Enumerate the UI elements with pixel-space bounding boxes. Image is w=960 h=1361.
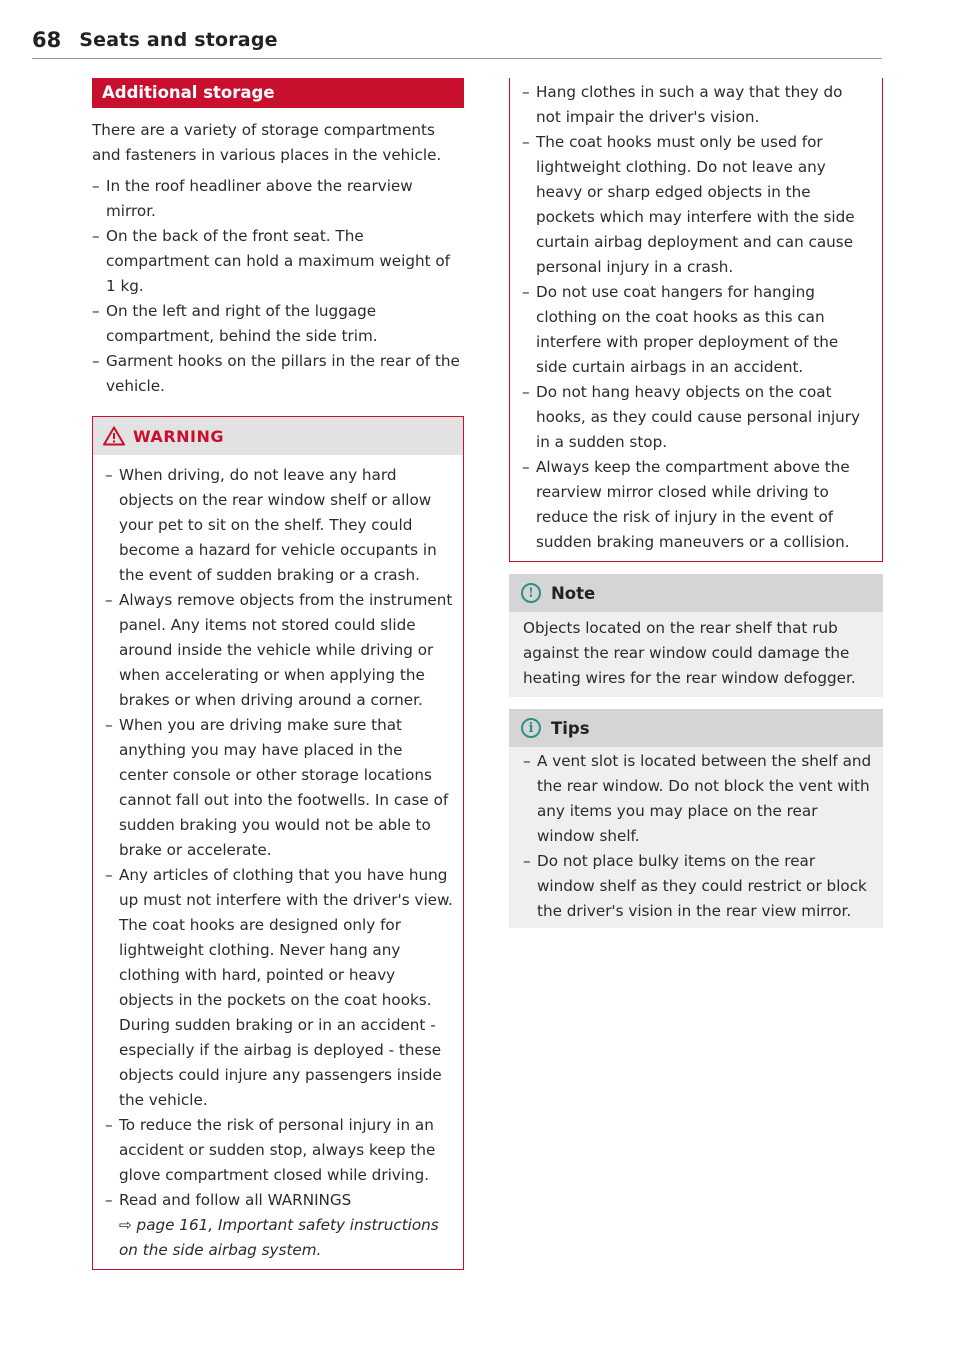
list-item: – When driving, do not leave any hard objects on the rear window shelf or allow your pet to sit on the shelf. They could become a hazard for vehicle occupants in the event of sudden braking or a crash.: [105, 463, 453, 588]
warning-continued-box: [509, 78, 883, 562]
note-text: Objects located on the rear shelf that rub against the rear window could damage the heating wires for the rear window defogger.: [523, 619, 856, 687]
page-number: 68: [32, 28, 62, 52]
list-item: – To reduce the risk of personal injury in an accident or sudden stop, always keep the glove compartment closed while driving.: [105, 1113, 453, 1188]
additional-storage-heading: Additional storage: [92, 78, 464, 108]
warning-triangle-icon: [103, 426, 125, 446]
list-item: – Do not place bulky items on the rear window shelf as they could restrict or block the driver's vision in the rear view mirror.: [523, 849, 873, 924]
list-item: – Hang clothes in such a way that they do not impair the driver's vision.: [522, 80, 872, 130]
list-item: [105, 1188, 453, 1263]
warning-last-item-text: Read and follow all WARNINGS: [119, 1191, 352, 1209]
list-item: – The coat hooks must only be used for lightweight clothing. Do not leave any heavy or sharp edged objects in the pockets which may interfere with the side curtain airbag deployment and can cause personal injury in a crash.: [522, 130, 872, 280]
warning-continued-list: [522, 80, 872, 555]
warning-box: [92, 416, 464, 1270]
list-item: – On the back of the front seat. The compartment can hold a maximum weight of 1 kg.: [92, 224, 464, 299]
section-title-header: Seats and storage: [79, 29, 278, 51]
warning-label: WARNING: [133, 426, 224, 446]
warning-header: [93, 417, 463, 455]
right-column: [509, 78, 883, 928]
warning-list: [105, 463, 453, 1263]
tips-list: [523, 749, 873, 924]
list-item: – Always remove objects from the instrument panel. Any items not stored could slide around inside the vehicle while driving or when accelerating or when applying the brakes or when driving around a corner.: [105, 588, 453, 713]
exclamation-circle-icon: !: [521, 583, 541, 603]
list-item: – When you are driving make sure that anything you may have placed in the center console or other storage locations cannot fall out into the footwells. In case of sudden braking you would not be able to brake or accelerate.: [105, 713, 453, 863]
list-item: – On the left and right of the luggage compartment, behind the side trim.: [92, 299, 464, 349]
list-item: – In the roof headliner above the rearview mirror.: [92, 174, 464, 224]
page-header: [32, 22, 882, 59]
list-item: – A vent slot is located between the shelf and the rear window. Do not block the vent with any items you may place on the rear window shelf.: [523, 749, 873, 849]
list-item: – Any articles of clothing that you have hung up must not interfere with the driver's view. The coat hooks are designed only for lightweight clothing. Never hang any clothing with hard, pointed or heavy objects in the pockets on the coat hooks. During sudden braking or in an accident - especially if the airbag is deployed - these objects could injure any passengers inside the vehicle.: [105, 863, 453, 1113]
tips-header: [509, 709, 883, 747]
tips-box: [509, 709, 883, 928]
note-box: [509, 574, 883, 697]
intro-paragraph: There are a variety of storage compartments and fasteners in various places in the vehicle.: [92, 121, 442, 164]
info-circle-icon: i: [521, 718, 541, 738]
list-item: – Do not hang heavy objects on the coat hooks, as they could cause personal injury in a sudden stop.: [522, 380, 872, 455]
tips-body: [509, 747, 883, 928]
left-column: [92, 78, 464, 1270]
list-item: – Garment hooks on the pillars in the rear of the vehicle.: [92, 349, 464, 399]
note-header: [509, 574, 883, 612]
page-reference-link[interactable]: ⇨ page 161, Important safety instructions on the side airbag system.: [119, 1216, 439, 1259]
storage-list: [92, 174, 464, 399]
list-item: – Always keep the compartment above the rearview mirror closed while driving to reduce the risk of injury in the event of sudden braking maneuvers or a collision.: [522, 455, 872, 555]
list-item: – Do not use coat hangers for hanging clothing on the coat hooks as this can interfere with proper deployment of the side curtain airbags in an accident.: [522, 280, 872, 380]
note-label: Note: [551, 583, 596, 603]
tips-label: Tips: [551, 718, 590, 738]
warning-body: [93, 455, 463, 1269]
